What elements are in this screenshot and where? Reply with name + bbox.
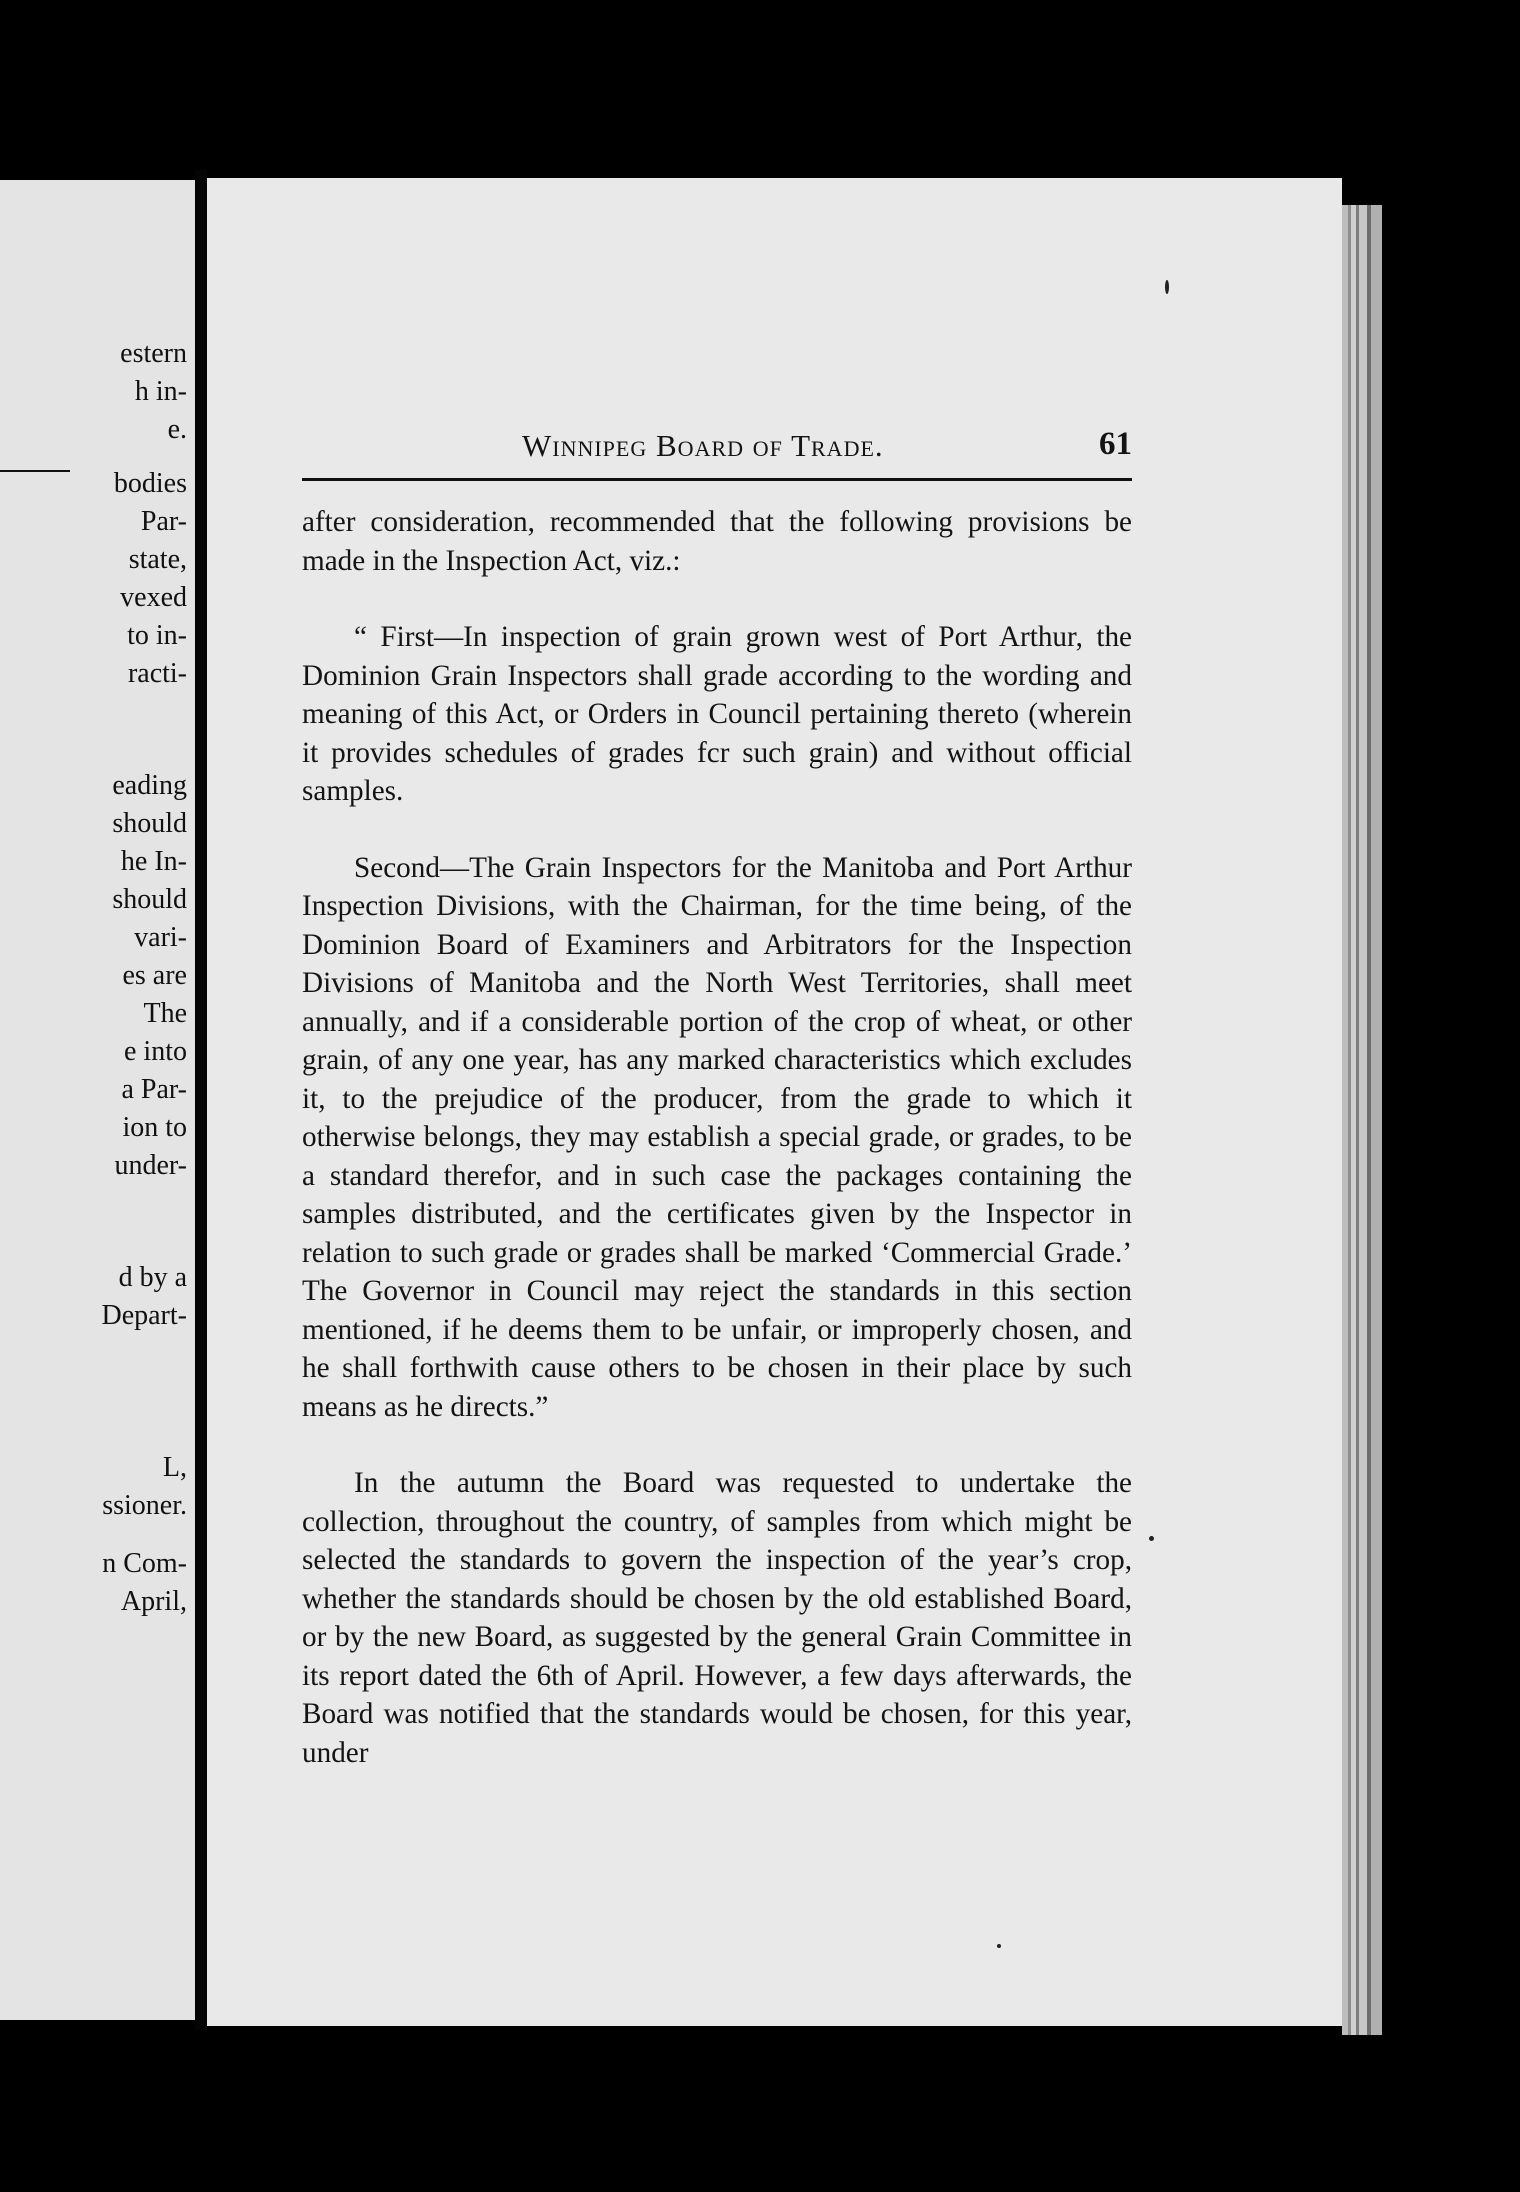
- previous-page-text-fragment: racti-: [127, 658, 187, 689]
- previous-page-text-fragment: L,: [162, 1452, 187, 1483]
- previous-page-text-fragment: e into: [124, 1036, 187, 1067]
- page-edges: [1342, 205, 1382, 2035]
- previous-page-text-fragment: a Par-: [121, 1074, 187, 1105]
- previous-page-text-fragment: n Com-: [102, 1548, 187, 1579]
- previous-page: [0, 180, 195, 2020]
- previous-page-text-fragment: es are: [122, 960, 187, 991]
- previous-page-text-fragment: state,: [128, 544, 187, 575]
- book-gutter: [195, 170, 207, 2030]
- quoted-provision-second: Second—The Grain Inspectors for the Manitoba and Port Arthur Inspection Divisions, with the Chairman, for the time being, of the Dominion Board of Examiners and Arbitrators for the Inspection Divisions of Manitoba and the North West Territories, shall meet annually, and if a considerable portion of the crop of wheat, or other grain, of any one year, has any marked characteristics which excludes it, to the prejudice of the producer, from the grade to which it otherwise belongs, they may establish a special grade, or grades, to be a standard therefor, and in such case the packages containing the samples distributed, and the certificates given by the Inspector in relation to such grade or grades shall be marked ‘Commercial Grade.’ The Governor in Council may reject the standards in this section mentioned, if he deems them to be unfair, or improperly chosen, and he shall forthwith cause others to be chosen in their place by such means as he directs.”: [302, 851, 1132, 1423]
- previous-page-text-fragment: eading: [112, 770, 187, 801]
- previous-page-text-fragment: April,: [120, 1586, 187, 1617]
- quoted-provision-first: “ First—In inspection of grain grown west of Port Arthur, the Dominion Grain Inspectors shall grade according to the wording and meaning of this Act, or Orders in Council pertaining thereto (wherein it provides schedules of grades fcr such grain) and without official samples.: [302, 621, 1132, 807]
- previous-page-text-fragment: he In-: [120, 846, 187, 877]
- previous-page-text-fragment: d by a: [118, 1262, 187, 1293]
- previous-page-text-fragment: ssioner.: [102, 1490, 187, 1521]
- page-number: 61: [1099, 426, 1132, 462]
- book-page: [207, 178, 1342, 2026]
- previous-page-text-fragment: Depart-: [101, 1300, 187, 1331]
- previous-page-text-fragment: to in-: [127, 620, 187, 651]
- paragraph-autumn-samples: In the autumn the Board was requested to undertake the collection, throughout the country, of samples from which might be selected the standards to govern the inspection of the year’s crop, whether the standards should be chosen by the old established Board, or by the new Board, as suggested by the general Grain Committee in its report dated the 6th of April. However, a few days afterwards, the Board was notified that the standards would be chosen, for this year, under: [302, 1467, 1132, 1769]
- running-head-title: Winnipeg Board of Trade.: [522, 428, 884, 463]
- previous-page-text-fragment: The: [143, 998, 187, 1029]
- paragraph-continuation: after consideration, recommended that the following provisions be made in the Inspection Act, viz.:: [302, 506, 1132, 577]
- previous-page-header-rule: [0, 470, 70, 472]
- previous-page-text-fragment: Par-: [140, 506, 187, 537]
- print-speck: [997, 1944, 1001, 1948]
- previous-page-text-fragment: vexed: [120, 582, 187, 613]
- previous-page-text-fragment: vari-: [134, 922, 187, 953]
- previous-page-text-fragment: should: [112, 884, 187, 915]
- print-speck: [1165, 280, 1169, 294]
- print-speck: [1149, 1536, 1154, 1541]
- previous-page-text-fragment: estern: [120, 338, 187, 369]
- header-rule: [302, 478, 1132, 481]
- previous-page-text-fragment: ion to: [122, 1112, 187, 1143]
- previous-page-text-fragment: h in-: [134, 376, 187, 407]
- previous-page-text-fragment: under-: [114, 1150, 187, 1181]
- previous-page-text-fragment: should: [112, 808, 187, 839]
- page-content: [302, 428, 1132, 1772]
- previous-page-text-fragment: e.: [167, 414, 187, 445]
- previous-page-text-fragment: bodies: [113, 468, 187, 499]
- running-head: [302, 428, 1132, 472]
